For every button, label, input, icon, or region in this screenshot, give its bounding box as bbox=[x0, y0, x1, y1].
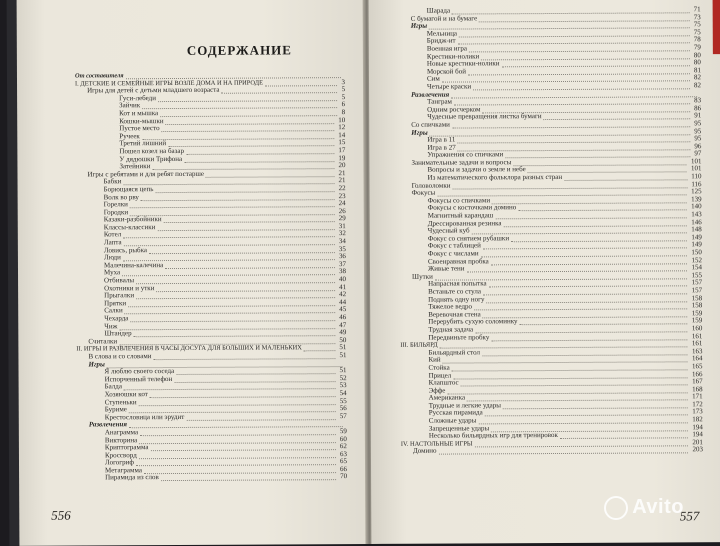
toc-entry-title: Передвиньте пробку bbox=[428, 332, 490, 342]
toc-page-number: 86 bbox=[694, 103, 702, 112]
toc-entry-title: Горелки bbox=[103, 200, 128, 209]
toc-page-number: 22 bbox=[338, 184, 346, 193]
toc-page-number: 140 bbox=[691, 202, 702, 211]
toc-page-number: 21 bbox=[338, 168, 346, 177]
toc-entry-title: Пирамида из слов bbox=[105, 473, 159, 482]
toc-page-number: 82 bbox=[693, 73, 702, 82]
toc-page-number: 97 bbox=[694, 149, 702, 158]
toc-page-number: 3 bbox=[341, 77, 346, 86]
toc-entry-title: Стойка bbox=[428, 363, 450, 372]
right-toc-list bbox=[399, 6, 703, 456]
toc-entry-title: Фокус со снятием рубашки bbox=[427, 234, 510, 243]
toc-page-number: 110 bbox=[691, 172, 702, 181]
toc-page-number: 52 bbox=[339, 373, 347, 382]
toc-entry-title: Чудесный куб bbox=[427, 226, 470, 235]
toc-entry-title: Занимательные задачи и вопросы bbox=[411, 158, 512, 167]
toc-entry-title: Развлечения bbox=[88, 420, 127, 429]
toc-entry-title: Кошки-мышки bbox=[119, 116, 164, 125]
toc-entry-title: II. ИГРЫ И РАЗВЛЕЧЕНИЯ В ЧАСЫ ДОСУГА ДЛЯ БОЛЬШИХ И МАЛЕНЬКИХ bbox=[76, 344, 302, 353]
toc-entry-title: Салки bbox=[104, 306, 123, 315]
toc-entry-title: Фокус с числами bbox=[427, 249, 479, 258]
toc-page-number: 159 bbox=[691, 308, 703, 318]
toc-page-number: 194 bbox=[692, 422, 703, 431]
toc-entry-title: Эффе bbox=[428, 386, 446, 395]
toc-entry-title: IV. НАСТОЛЬНЫЕ ИГРЫ bbox=[400, 440, 473, 448]
right-page-number: 557 bbox=[679, 508, 700, 524]
toc-entry bbox=[401, 447, 703, 456]
toc-entry-title: Чехарда bbox=[104, 314, 129, 323]
toc-leader-dots bbox=[165, 261, 335, 269]
toc-entry-title: Живые тени bbox=[427, 264, 465, 273]
toc-page-number: 8 bbox=[341, 108, 346, 117]
toc-leader-dots bbox=[164, 215, 335, 223]
toc-page-number: 150 bbox=[691, 248, 702, 257]
toc-entry-title: Прятки bbox=[104, 299, 127, 308]
toc-entry-title: От составителя bbox=[74, 72, 124, 80]
toc-page-number: 49 bbox=[339, 328, 347, 337]
toc-entry-title: Прицел bbox=[428, 371, 452, 380]
toc-page-number: 19 bbox=[338, 153, 346, 162]
toc-page-number: 31 bbox=[338, 221, 346, 231]
toc-page-number: 71 bbox=[693, 5, 701, 14]
toc-entry-title: Фокусы со спичками bbox=[427, 196, 491, 205]
toc-page-number: 201 bbox=[692, 438, 703, 447]
toc-entry-title: I. ДЕТСКИЕ И СЕМЕЙНЫЕ ИГРЫ ВОЗЛЕ ДОМА И НА ПРИРОДЕ bbox=[75, 79, 264, 88]
toc-page-number: 55 bbox=[339, 396, 347, 405]
toc-page-number: 164 bbox=[691, 354, 703, 363]
toc-page-number: 101 bbox=[690, 164, 702, 173]
toc-page-number: 45 bbox=[339, 305, 347, 314]
toc-page-number: 78 bbox=[693, 35, 701, 44]
toc-page-number: 80 bbox=[693, 50, 701, 59]
toc-page-number: 60 bbox=[339, 434, 347, 443]
toc-entry-title: Ступеньки bbox=[104, 397, 137, 406]
toc-entry-title: Развлечения bbox=[411, 90, 450, 99]
toc-entry-title: Бридж-ит bbox=[426, 36, 456, 46]
toc-entry-title: Перерубить сухую соломинку bbox=[428, 317, 518, 327]
toc-page-number: 59 bbox=[339, 427, 347, 436]
toc-entry-title: Из математического фольклора разных стран bbox=[427, 173, 563, 182]
toc-entry-title: Домино bbox=[412, 447, 437, 456]
toc-page-number: 63 bbox=[339, 449, 347, 458]
toc-entry-title: Запрещенные удары bbox=[428, 424, 490, 433]
toc-entry-title: Пустое место bbox=[119, 124, 160, 133]
toc-page-number: 5 bbox=[341, 85, 346, 94]
toc-entry-title: Сложные удары bbox=[428, 416, 477, 425]
toc-entry-title: Встаньте со стула bbox=[428, 287, 481, 296]
toc-entry-title: Затейники bbox=[119, 162, 151, 171]
toc-leader-dots bbox=[161, 474, 336, 482]
toc-leader-dots bbox=[161, 124, 334, 132]
toc-leader-dots bbox=[168, 140, 334, 148]
toc-page-number: 56 bbox=[339, 404, 347, 413]
toc-page-number: 166 bbox=[692, 369, 703, 378]
toc-entry-title: Фокусы bbox=[411, 188, 436, 198]
toc-page-number: 116 bbox=[691, 179, 702, 188]
toc-entry-title: Вопросы и задачи о земле и небе bbox=[427, 165, 526, 175]
toc-page-number: 96 bbox=[694, 141, 702, 150]
toc-page-number: 37 bbox=[338, 259, 346, 268]
toc-page-number: 29 bbox=[338, 214, 346, 223]
toc-entry-title: Охотники и утки bbox=[104, 283, 155, 292]
toc-page-number: 38 bbox=[338, 267, 347, 276]
avito-logo-icon bbox=[604, 496, 628, 520]
toc-page-number: 42 bbox=[339, 290, 347, 299]
toc-page-number: 5 bbox=[341, 92, 346, 101]
toc-entry-title: Прыгалки bbox=[104, 291, 135, 300]
toc-page-number: 15 bbox=[338, 138, 346, 147]
toc-page-number: 32 bbox=[338, 229, 346, 238]
toc-entry-title: Третий лишний bbox=[119, 139, 167, 148]
toc-entry-title: Кий bbox=[428, 355, 441, 364]
toc-page-number: 81 bbox=[693, 65, 701, 75]
toc-page-number: 65 bbox=[339, 457, 348, 466]
toc-entry-title: Тяжелое ведро bbox=[428, 302, 473, 311]
toc-page-number: 41 bbox=[339, 282, 347, 291]
toc-entry-title: Казаки-разбойники bbox=[103, 215, 162, 224]
toc-page-number: 125 bbox=[691, 187, 702, 196]
toc-leader-dots bbox=[184, 155, 334, 163]
toc-page-number: 158 bbox=[691, 293, 703, 302]
toc-entry-title: III. БИЛЬЯРД bbox=[400, 341, 438, 349]
toc-entry-title: Со спичками bbox=[411, 120, 450, 129]
toc-entry-title: Логогриф bbox=[104, 458, 134, 467]
toc-page-number: 91 bbox=[694, 111, 702, 120]
toc-page-number: 12 bbox=[338, 123, 346, 132]
toc-page-number: 82 bbox=[694, 81, 702, 90]
toc-entry-title: Игры для детей с детьми младшего возраста bbox=[87, 85, 220, 95]
toc-page-number: 155 bbox=[691, 271, 703, 280]
toc-entry-title: Испорченный телефон bbox=[104, 374, 173, 384]
toc-entry-title: В слова и со словами bbox=[88, 352, 152, 361]
toc-entry-title: Одним росчерком bbox=[427, 105, 481, 114]
toc-leader-dots bbox=[543, 113, 690, 121]
toc-page-number: 149 bbox=[691, 233, 702, 242]
toc-page-number: 168 bbox=[692, 384, 703, 393]
toc-entry-title: Кот и мышка bbox=[119, 109, 159, 118]
toc-page-number: 158 bbox=[691, 301, 703, 310]
toc-entry-title: Новые крестики-нолики bbox=[426, 59, 500, 68]
toc-entry-title: Классы-классики bbox=[103, 222, 156, 232]
toc-entry-title: Балда bbox=[104, 382, 122, 391]
avito-watermark bbox=[604, 496, 684, 520]
toc-entry-title: Военная игра bbox=[426, 44, 468, 53]
toc-leader-dots bbox=[175, 375, 336, 383]
toc-entry-title: Головоломки bbox=[411, 181, 451, 190]
toc-page-number: 161 bbox=[691, 331, 703, 340]
toc-entry-title: Люди bbox=[103, 253, 121, 262]
toc-entry-title: Волк во рву bbox=[103, 192, 139, 201]
toc-entry-title: Американка bbox=[428, 393, 466, 402]
red-cover-edge bbox=[713, 0, 720, 54]
toc-page-number: 62 bbox=[339, 442, 347, 451]
toc-entry-title: Чудесные превращения листка бумаги bbox=[427, 112, 542, 121]
toc-leader-dots bbox=[519, 204, 687, 212]
toc-entry-title: Городки bbox=[103, 207, 129, 217]
toc-page-number: 70 bbox=[340, 472, 348, 481]
toc-entry-title: Танграм bbox=[427, 97, 453, 106]
toc-page-number: 95 bbox=[694, 119, 702, 128]
toc-entry-title: Кроссворд bbox=[104, 450, 137, 460]
toc-page-number: 20 bbox=[338, 161, 346, 170]
toc-page-number: 161 bbox=[691, 339, 703, 348]
toc-page-number: 159 bbox=[691, 316, 703, 325]
toc-page-number: 139 bbox=[691, 195, 702, 204]
toc-leader-dots bbox=[177, 367, 336, 375]
toc-entry-title: Чиж bbox=[104, 321, 118, 330]
toc-page-number: 36 bbox=[338, 252, 346, 261]
toc-page-number: 152 bbox=[691, 255, 702, 264]
toc-leader-dots bbox=[160, 109, 337, 117]
toc-entry-title: Зайчик bbox=[119, 101, 141, 110]
toc-entry-title: Трудные и легкие удары bbox=[428, 401, 501, 410]
toc-leader-dots bbox=[513, 158, 686, 166]
toc-entry-title: Игра в 11 bbox=[427, 135, 456, 144]
toc-page-number: 54 bbox=[339, 389, 347, 398]
toc-entry-title: Криптограмма bbox=[104, 443, 149, 452]
toc-page-number: 95 bbox=[694, 134, 702, 143]
toc-page-number: 75 bbox=[693, 20, 701, 29]
toc-leader-dots bbox=[187, 413, 336, 421]
toc-page-number: 73 bbox=[693, 12, 701, 21]
toc-leader-dots bbox=[439, 447, 688, 455]
toc-leader-dots bbox=[165, 117, 334, 125]
toc-page-number: 171 bbox=[692, 392, 703, 401]
toc-page-number: 203 bbox=[692, 445, 703, 454]
toc-leader-dots bbox=[519, 318, 687, 326]
toc-page-number: 83 bbox=[694, 96, 702, 105]
toc-entry-title: Борющаяся цепь bbox=[103, 185, 154, 194]
toc-entry-title: Фокусы с косточками домино bbox=[427, 203, 517, 213]
toc-entry-title: Упражнения со спичками bbox=[427, 150, 504, 159]
toc-entry-title: Игры bbox=[88, 359, 105, 369]
toc-page-number: 53 bbox=[339, 381, 347, 390]
toc-page-number: 173 bbox=[692, 407, 703, 416]
toc-page-number: 101 bbox=[690, 157, 702, 166]
toc-page-number: 149 bbox=[691, 240, 702, 249]
toc-leader-dots bbox=[565, 173, 688, 181]
toc-page-number: 35 bbox=[338, 244, 346, 253]
toc-entry-title: Метаграмма bbox=[105, 466, 142, 475]
left-page bbox=[17, 0, 370, 546]
toc-page-number: 17 bbox=[338, 146, 346, 155]
toc-entry-title: У дядюшки Трифона bbox=[119, 154, 183, 163]
toc-entry-title: Трудная задача bbox=[428, 325, 474, 334]
toc-entry-title: Отбивалы bbox=[104, 276, 135, 285]
toc-entry-title: Напрасная попытка bbox=[428, 279, 487, 289]
toc-page-number: 57 bbox=[339, 411, 347, 420]
toc-entry-title: Игры bbox=[411, 128, 428, 137]
toc-leader-dots bbox=[186, 147, 334, 155]
toc-entry-title: Я люблю своего соседа bbox=[104, 367, 175, 376]
toc-page-number: 157 bbox=[691, 278, 703, 287]
toc-entry-title: Игры с ребятами и для ребят постарше bbox=[87, 169, 204, 179]
toc-entry-title: Лапта bbox=[103, 238, 122, 247]
toc-page-number: 24 bbox=[338, 199, 346, 208]
toc-entry-title: Игра в 27 bbox=[427, 143, 456, 152]
left-page-number: 556 bbox=[51, 507, 71, 523]
toc-page-number: 66 bbox=[340, 464, 348, 474]
contents-heading: СОДЕРЖАНИЕ bbox=[186, 42, 292, 58]
toc-page-number: 146 bbox=[691, 217, 702, 226]
toc-page-number: 40 bbox=[339, 275, 347, 284]
toc-page-number: 51 bbox=[339, 366, 347, 375]
toc-entry-title: Морской бой bbox=[426, 67, 466, 76]
toc-page-number: 21 bbox=[338, 176, 346, 185]
toc-page-number: 44 bbox=[339, 297, 347, 306]
toc-entry-title: Штандер bbox=[104, 329, 132, 338]
toc-leader-dots bbox=[560, 432, 688, 440]
toc-page-number: 51 bbox=[339, 351, 347, 360]
toc-entry-title: Поднять одну ногу bbox=[428, 294, 485, 304]
toc-page-number: 10 bbox=[338, 115, 346, 124]
toc-entry-title: Несколько бильярдных игр для тренировок bbox=[428, 431, 558, 440]
toc-entry-title: Гуси-лебеди bbox=[119, 93, 156, 103]
toc-entry-title: Ручеек bbox=[119, 131, 140, 141]
left-toc-list bbox=[75, 71, 347, 482]
toc-page-number: 79 bbox=[693, 43, 701, 52]
toc-entry bbox=[77, 474, 347, 483]
toc-leader-dots bbox=[303, 345, 335, 352]
toc-entry-title: Бабки bbox=[103, 177, 122, 186]
toc-entry-title: Дрессированная резинка bbox=[427, 218, 502, 228]
toc-entry-title: Веревочная стена bbox=[428, 310, 481, 319]
toc-page-number: 148 bbox=[691, 225, 702, 234]
toc-page-number: 80 bbox=[693, 58, 701, 67]
toc-entry-title: Русская пирамида bbox=[428, 408, 483, 418]
toc-entry-title: Фокус с таблицей bbox=[427, 241, 481, 251]
toc-entry-title: Малечина-калечина bbox=[103, 260, 164, 270]
toc-leader-dots bbox=[221, 86, 337, 94]
toc-entry-title: Муха bbox=[103, 268, 121, 277]
toc-page-number: 75 bbox=[693, 28, 701, 37]
toc-entry-title: Бильярдный стол bbox=[428, 348, 481, 357]
toc-page-number: 34 bbox=[338, 237, 346, 246]
toc-page-number: 165 bbox=[691, 362, 703, 371]
watermark-text: Avito bbox=[632, 496, 684, 519]
toc-entry-title: Викторина bbox=[104, 435, 138, 444]
right-page bbox=[369, 0, 720, 544]
toc-page-number: 154 bbox=[691, 263, 703, 272]
toc-leader-dots bbox=[205, 170, 334, 178]
toc-entry-title: Буриме bbox=[104, 405, 127, 414]
toc-page-number: 46 bbox=[339, 313, 347, 322]
toc-entry-title: Своенравная пробка bbox=[427, 256, 489, 266]
open-book bbox=[7, 0, 720, 546]
toc-entry-title: Шутки bbox=[412, 272, 433, 281]
toc-entry-title: Анаграмма bbox=[104, 428, 139, 437]
toc-entry-title: Мельница bbox=[426, 29, 458, 38]
toc-page-number: 182 bbox=[692, 415, 703, 424]
toc-page-number: 23 bbox=[338, 191, 346, 200]
toc-page-number: 157 bbox=[691, 286, 703, 295]
toc-entry-title: Сим bbox=[426, 74, 440, 84]
toc-entry-title: Крестики-нолики bbox=[426, 51, 480, 61]
toc-entry-title: Хозяюшки кот bbox=[104, 390, 148, 399]
toc-entry-title: С бумагой и на бумаге bbox=[410, 14, 478, 23]
toc-entry-title: Магнитный карандаш bbox=[427, 211, 494, 220]
toc-page-number: 163 bbox=[691, 346, 703, 356]
toc-page-number: 26 bbox=[338, 206, 346, 215]
toc-page-number: 143 bbox=[691, 210, 702, 219]
toc-page-number: 51 bbox=[339, 343, 347, 352]
toc-entry-title: Четыре краски bbox=[427, 82, 472, 91]
toc-page-number: 47 bbox=[339, 320, 347, 329]
toc-entry-title: Пошел козел на базар bbox=[119, 146, 185, 156]
toc-entry-title: Котел bbox=[103, 230, 122, 239]
toc-leader-dots bbox=[265, 79, 337, 86]
toc-entry-title: Крестословица или эрудит bbox=[104, 412, 185, 422]
toc-entry-title: Ловись, рыбка bbox=[103, 245, 148, 255]
toc-page-number: 172 bbox=[692, 400, 703, 409]
toc-entry-title: Шарада bbox=[426, 6, 451, 15]
toc-page-number: 160 bbox=[691, 324, 703, 333]
toc-page-number: 167 bbox=[692, 377, 703, 386]
toc-page-number: 6 bbox=[341, 100, 346, 109]
toc-entry-title: Считалки bbox=[88, 337, 118, 346]
toc-page-number: 95 bbox=[694, 126, 702, 135]
toc-page-number: 14 bbox=[338, 130, 346, 139]
toc-page-number: 50 bbox=[339, 335, 347, 344]
toc-entry-title: Игры bbox=[410, 21, 428, 30]
toc-page-number: 194 bbox=[692, 430, 703, 439]
toc-entry-title: Клапштос bbox=[428, 378, 459, 387]
